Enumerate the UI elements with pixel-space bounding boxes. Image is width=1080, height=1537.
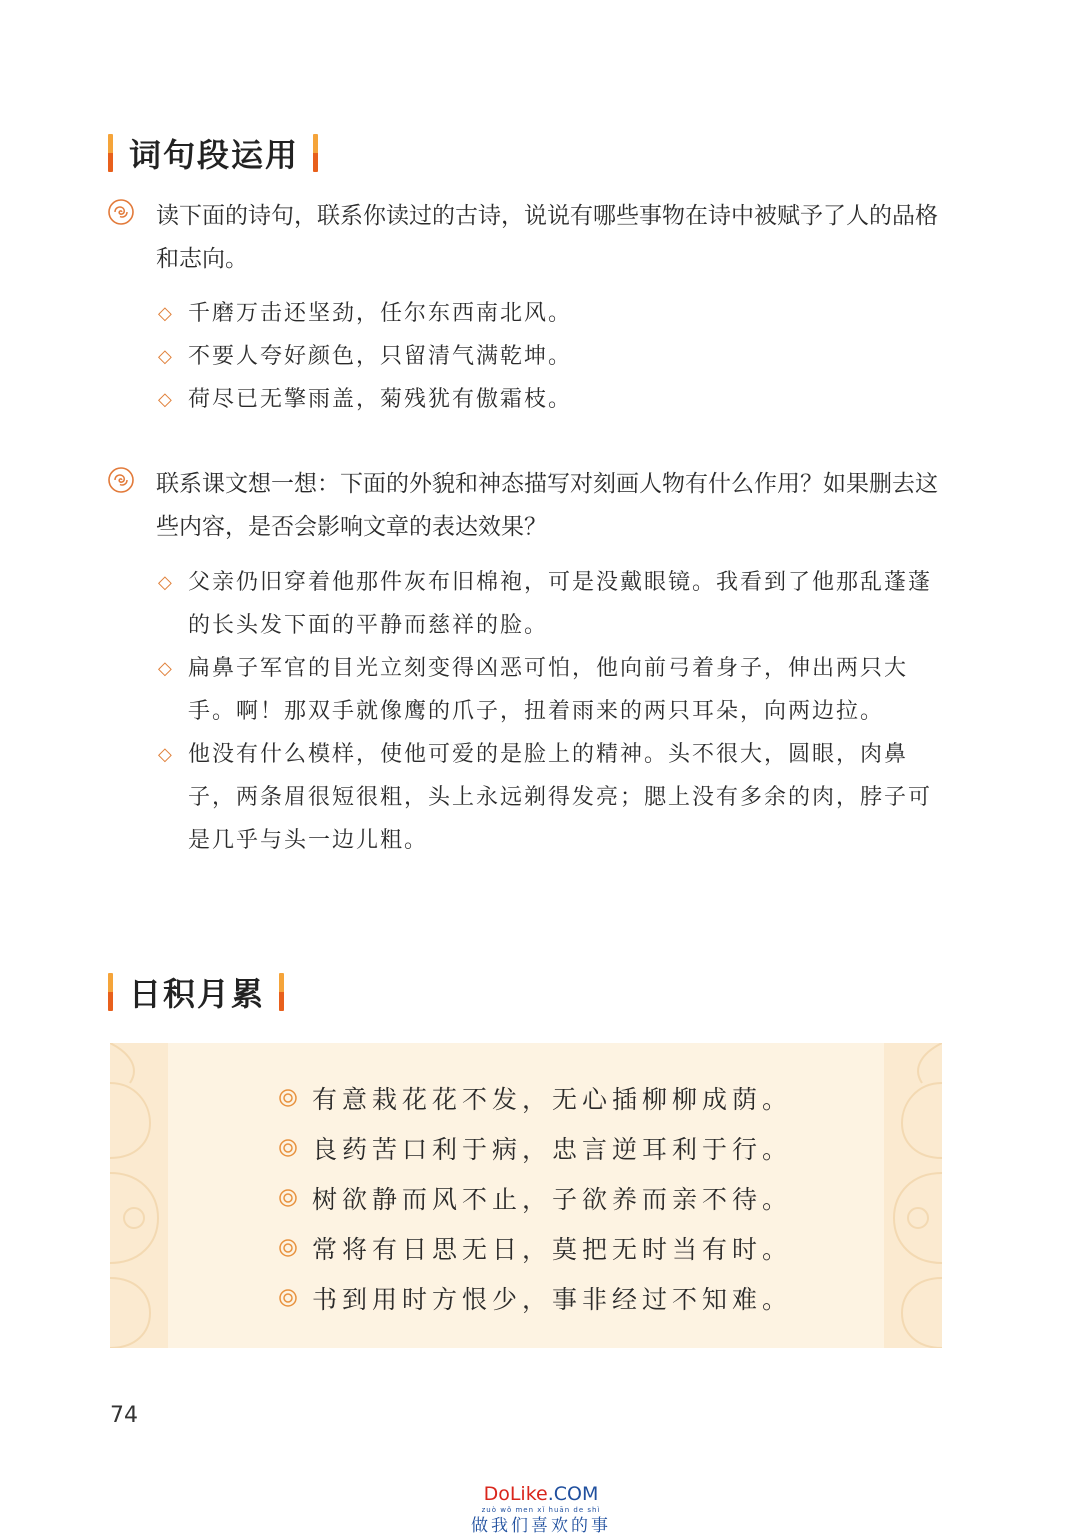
double-circle-bullet-icon — [278, 1186, 312, 1210]
watermark-brand: DoLike.COM — [483, 1483, 599, 1505]
list-item: ◇ 扁鼻子军官的目光立刻变得凶恶可怕，他向前弓着身子，伸出两只大手。啊！那双手就像鹰的爪子，扭着雨来的两只耳朵，向两边拉。 — [158, 647, 948, 733]
double-circle-bullet-icon — [278, 1136, 312, 1160]
diamond-bullet-icon: ◇ — [158, 303, 174, 324]
question-2-items — [158, 561, 948, 862]
spiral-bullet-icon — [108, 467, 134, 493]
diamond-bullet-icon: ◇ — [158, 744, 174, 765]
section-title-text: 日积月累 — [129, 975, 266, 1013]
list-item: 有意栽花花不发，无心插柳柳成荫。 — [278, 1073, 792, 1123]
watermark-logo — [456, 1482, 626, 1537]
question-1 — [108, 195, 948, 281]
question-2-text: 联系课文想一想：下面的外貌和神态描写对刻画人物有什么作用？如果删去这些内容，是否会影响文章的表达效果？ — [156, 471, 938, 540]
list-item: 常将有日思无日，莫把无时当有时。 — [278, 1223, 792, 1273]
watermark-pinyin: zuò wǒ men xǐ huān de shì — [481, 1506, 601, 1514]
question-1-text: 读下面的诗句，联系你读过的古诗，说说有哪些事物在诗中被赋予了人的品格和志向。 — [156, 203, 938, 272]
title-bar-left-icon — [108, 134, 113, 172]
ornament-left-icon — [110, 1043, 168, 1348]
diamond-bullet-icon: ◇ — [158, 389, 174, 410]
title-bar-right-icon — [279, 973, 284, 1011]
list-item: ◇ 荷尽已无擎雨盖，菊残犹有傲霜枝。 — [158, 378, 948, 421]
list-item: 书到用时方恨少，事非经过不知难。 — [278, 1273, 792, 1323]
question-1-items — [158, 292, 948, 421]
sayings-panel — [110, 1043, 942, 1348]
list-item: 良药苦口利于病，忠言逆耳利于行。 — [278, 1123, 792, 1173]
section-title-1 — [108, 130, 318, 176]
list-item: ◇ 不要人夸好颜色，只留清气满乾坤。 — [158, 335, 948, 378]
watermark-slogan: 做我们喜欢的事 — [471, 1516, 611, 1536]
spiral-bullet-icon — [108, 199, 134, 225]
section-title-2 — [108, 969, 284, 1015]
diamond-bullet-icon: ◇ — [158, 572, 174, 593]
list-item: 树欲静而风不止，子欲养而亲不待。 — [278, 1173, 792, 1223]
title-bar-right-icon — [313, 134, 318, 172]
page-number: 74 — [110, 1403, 138, 1428]
diamond-bullet-icon: ◇ — [158, 346, 174, 367]
sayings-list — [278, 1073, 792, 1323]
ornament-right-icon — [884, 1043, 942, 1348]
list-item: ◇ 父亲仍旧穿着他那件灰布旧棉袍，可是没戴眼镜。我看到了他那乱蓬蓬的长头发下面的平静而慈祥的脸。 — [158, 561, 948, 647]
title-bar-left-icon — [108, 973, 113, 1011]
list-item: ◇ 他没有什么模样，使他可爱的是脸上的精神。头不很大，圆眼，肉鼻子，两条眉很短很粗，头上永远剃得发亮；腮上没有多余的肉，脖子可是几乎与头一边儿粗。 — [158, 733, 948, 862]
question-2 — [108, 463, 948, 549]
double-circle-bullet-icon — [278, 1286, 312, 1310]
double-circle-bullet-icon — [278, 1086, 312, 1110]
list-item: ◇ 千磨万击还坚劲，任尔东西南北风。 — [158, 292, 948, 335]
diamond-bullet-icon: ◇ — [158, 658, 174, 679]
section-title-text: 词句段运用 — [129, 136, 300, 174]
double-circle-bullet-icon — [278, 1236, 312, 1260]
